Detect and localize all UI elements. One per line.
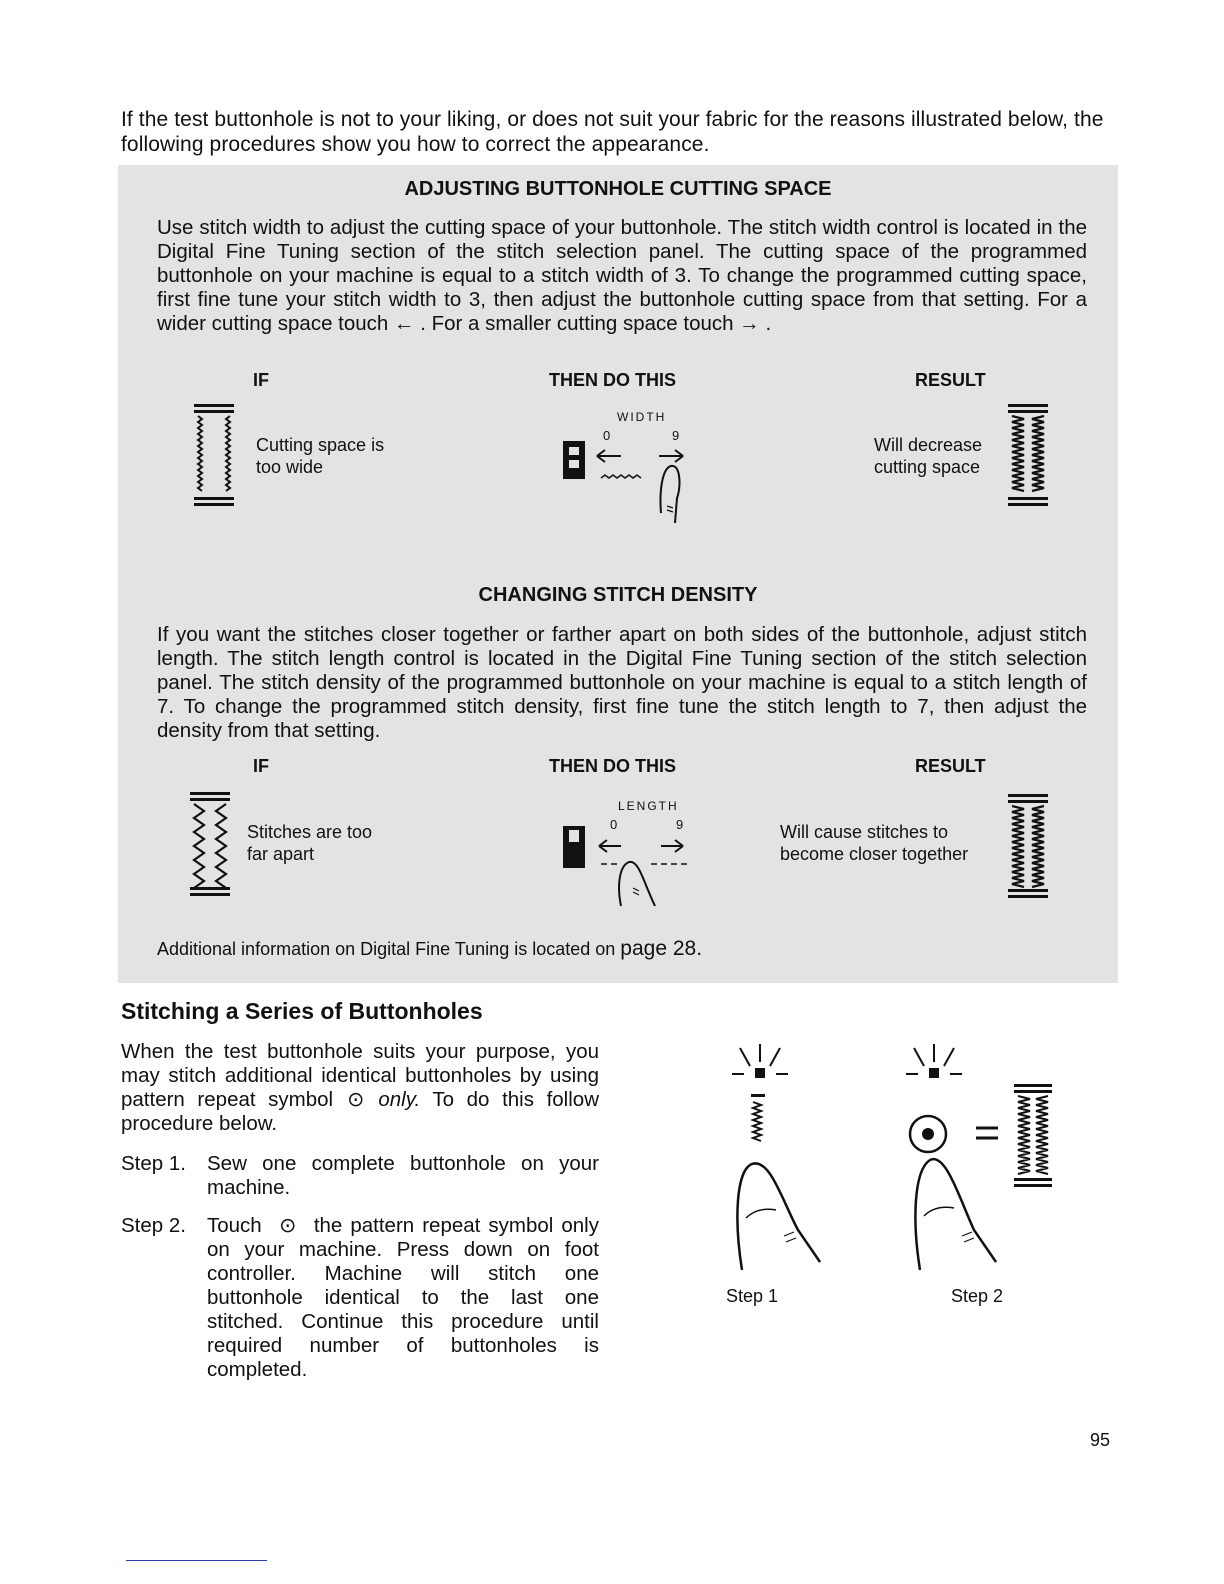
length-increase-arrow — [661, 840, 683, 852]
cutting-space-title: ADJUSTING BUTTONHOLE CUTTING SPACE — [404, 178, 832, 200]
stitch-density-title: CHANGING STITCH DENSITY — [478, 584, 758, 606]
intro-paragraph: If the test buttonhole is not to your liking, or does not suit your fabric for the reasons illustrated below, the following procedures show you how to correct the appearance. — [121, 108, 1104, 156]
width-label: WIDTH — [617, 410, 667, 424]
footnote: Additional information on Digital Fine Tuning is located on page 28. — [157, 937, 703, 960]
pattern-repeat-icon: ⊙ — [347, 1088, 365, 1111]
narrow-buttonhole-icon — [1008, 402, 1048, 508]
cutting-col-result: RESULT — [915, 370, 986, 390]
density-result-text: Will cause stitches to become closer together — [780, 822, 969, 864]
step-1-illustration — [720, 1040, 830, 1280]
page-number: 95 — [1090, 1430, 1111, 1450]
density-col-if: IF — [253, 756, 269, 776]
length-control-illustration — [563, 826, 693, 916]
width-decrease-arrow — [597, 450, 621, 462]
buttonhole-icon — [1014, 1084, 1052, 1187]
cutting-result-text: Will decrease cutting space — [874, 435, 983, 477]
density-col-result: RESULT — [915, 756, 986, 776]
width-increase-arrow — [659, 450, 683, 462]
density-col-then: THEN DO THIS — [549, 756, 677, 776]
length-label: LENGTH — [618, 799, 679, 813]
cutting-col-if: IF — [253, 370, 269, 390]
step-1-caption: Step 1 — [726, 1286, 779, 1306]
density-if-text: Stitches are too far apart — [247, 822, 373, 864]
sparse-buttonhole-icon — [190, 790, 234, 898]
finger-icon — [660, 466, 679, 523]
width-control-illustration — [563, 438, 693, 528]
step-2-illustration — [900, 1040, 1060, 1280]
stitch-density-paragraph — [157, 623, 1087, 743]
step-2 — [121, 1214, 599, 1382]
bottom-rule — [126, 1560, 267, 1561]
pattern-repeat-icon: ⊙ — [279, 1214, 297, 1237]
page-reference: page 28. — [620, 937, 703, 960]
series-intro: When the test buttonhole suits your purpose, you may stitch additional identical buttonholes by using pattern repeat symbol ⊙ only. To do this follow procedure below. — [121, 1040, 599, 1135]
cutting-col-then: THEN DO THIS — [549, 370, 677, 390]
length-scale-max: 9 — [676, 817, 684, 832]
step-2-label: Step 2. — [121, 1214, 186, 1237]
step-1-text: Sew one complete buttonhole on your machine. — [207, 1152, 599, 1199]
stitch-density-text: If you want the stitches closer together or farther apart on both sides of the buttonhole, adjust stitch length. The stitch length control is located in the Digital Fine Tuning section of the stitch selection panel. The stitch density of the programmed buttonhole on your machine is equal to a stitch length of 7. To change the programmed stitch density, first fine tune the stitch length to 7, then adjust the density from that setting. — [157, 623, 1087, 742]
dense-buttonhole-icon — [1008, 792, 1048, 900]
finger-icon — [737, 1163, 820, 1270]
finger-icon — [915, 1159, 996, 1270]
step-2-caption: Step 2 — [951, 1286, 1004, 1306]
wide-buttonhole-icon — [192, 402, 236, 508]
finger-icon — [619, 862, 655, 906]
cutting-if-text: Cutting space is too wide — [256, 435, 385, 477]
step-2-text: Touch ⊙ the pattern repeat symbol only on your machine. Press down on foot controller. Machine will stitch one buttonhole identical to the last one stitched. Continue this procedure until required number of buttonholes is completed. — [207, 1214, 599, 1381]
cutting-space-text: Use stitch width to adjust the cutting space of your buttonhole. The stitch width control is located in the Digital Fine Tuning section of the stitch selection panel. The cutting space of the programmed buttonhole on your machine is equal to a stitch width of 3. To change the programmed cutting space, first fine tune your stitch width to 3, then adjust the buttonhole cutting space from that setting. For a wider cutting space touch ← . For a smaller cutting space touch → . — [157, 216, 1087, 335]
step-1-label: Step 1. — [121, 1152, 186, 1175]
step-1 — [121, 1152, 599, 1200]
length-scale-min: 0 — [610, 817, 618, 832]
cutting-space-paragraph — [157, 216, 1087, 336]
length-decrease-arrow — [599, 840, 621, 852]
buttonhole-icon — [751, 1094, 765, 1141]
width-scale-max: 9 — [672, 428, 680, 443]
width-scale-min: 0 — [603, 428, 611, 443]
series-section-title: Stitching a Series of Buttonholes — [121, 998, 483, 1024]
